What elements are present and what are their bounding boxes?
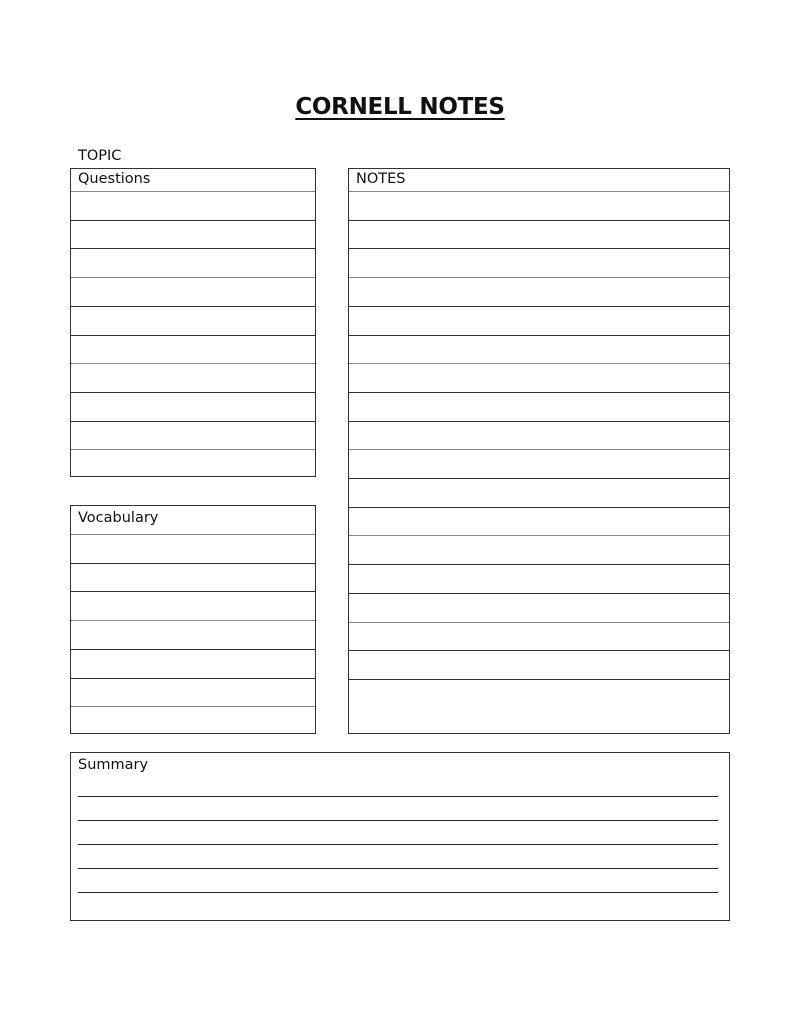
vocabulary-label: Vocabulary (78, 510, 159, 526)
notes-row-rule (349, 306, 729, 307)
questions-row-rule (71, 277, 315, 278)
summary-writing-line (78, 892, 718, 893)
vocabulary-row-rule (71, 678, 315, 679)
notes-row-rule (349, 622, 729, 623)
vocabulary-row-rule (71, 534, 315, 535)
vocabulary-row-rule (71, 620, 315, 621)
questions-row-rule (71, 363, 315, 364)
topic-label: TOPIC (78, 148, 122, 164)
questions-row-rule (71, 335, 315, 336)
questions-row-rule (71, 248, 315, 249)
questions-box (70, 168, 316, 477)
vocabulary-row-rule (71, 563, 315, 564)
summary-box (70, 752, 730, 921)
notes-row-rule (349, 449, 729, 450)
summary-label: Summary (78, 757, 149, 773)
questions-label: Questions (78, 171, 151, 187)
questions-row-rule (71, 421, 315, 422)
questions-row-rule (71, 220, 315, 221)
summary-writing-line (78, 796, 718, 797)
notes-label: NOTES (356, 171, 406, 187)
questions-row-rule (71, 191, 315, 192)
notes-row-rule (349, 478, 729, 479)
notes-row-rule (349, 535, 729, 536)
page-title: CORNELL NOTES (295, 94, 505, 120)
notes-row-rule (349, 277, 729, 278)
notes-row-rule (349, 248, 729, 249)
notes-row-rule (349, 392, 729, 393)
questions-row-rule (71, 449, 315, 450)
vocabulary-row-rule (71, 649, 315, 650)
notes-row-rule (349, 421, 729, 422)
notes-row-rule (349, 564, 729, 565)
notes-row-rule (349, 650, 729, 651)
summary-writing-line (78, 868, 718, 869)
notes-row-rule (349, 191, 729, 192)
vocabulary-box (70, 505, 316, 734)
notes-row-rule (349, 679, 729, 680)
summary-writing-line (78, 844, 718, 845)
vocabulary-row-rule (71, 591, 315, 592)
notes-row-rule (349, 363, 729, 364)
notes-box (348, 168, 730, 734)
notes-row-rule (349, 220, 729, 221)
questions-row-rule (71, 306, 315, 307)
vocabulary-row-rule (71, 706, 315, 707)
notes-row-rule (349, 593, 729, 594)
notes-row-rule (349, 507, 729, 508)
notes-row-rule (349, 335, 729, 336)
summary-writing-line (78, 820, 718, 821)
questions-row-rule (71, 392, 315, 393)
